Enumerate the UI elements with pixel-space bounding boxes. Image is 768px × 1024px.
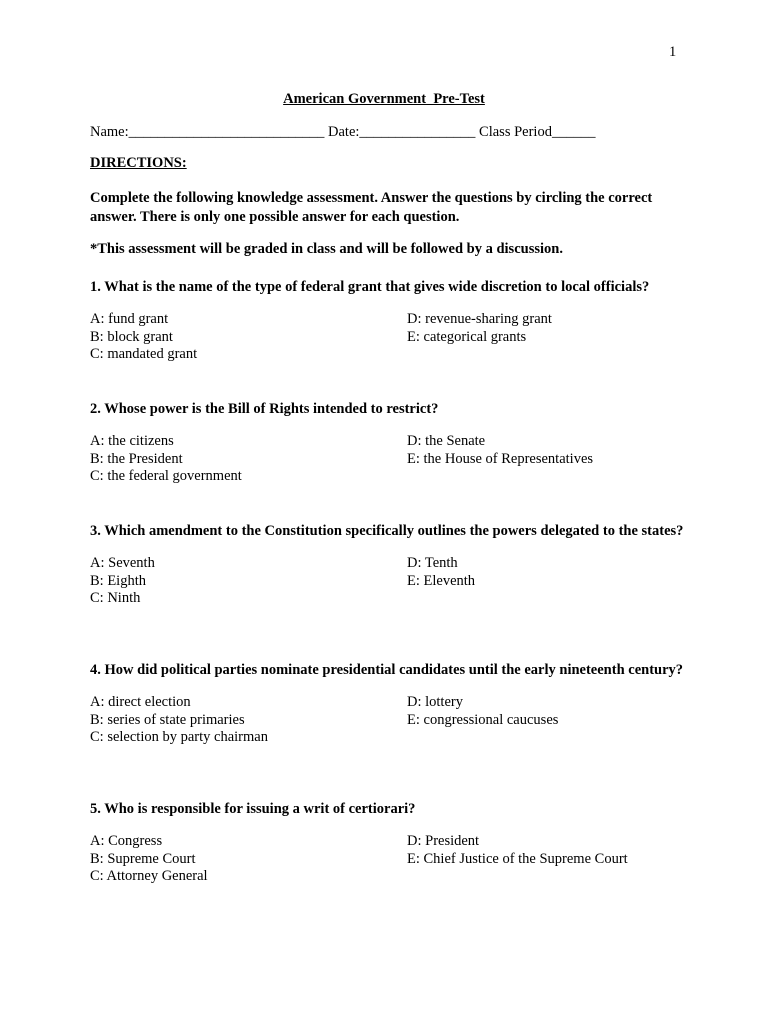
answer-option-b: B: Supreme Court <box>90 850 196 867</box>
answer-option-a: A: Congress <box>90 833 163 849</box>
answer-option-d: D: President <box>407 833 480 849</box>
answer-option-c: C: the federal government <box>90 468 242 484</box>
student-info-line: Name:___________________________ Date:________________ Class Period______ <box>90 124 596 140</box>
answer-option-e: E: Eleventh <box>407 572 476 589</box>
question-2 <box>90 400 690 484</box>
answer-column-left <box>90 311 390 364</box>
answer-option-a: A: direct election <box>90 694 191 710</box>
answer-column-right <box>407 833 707 868</box>
answer-column-left <box>90 555 390 608</box>
directions-heading: DIRECTIONS: <box>90 155 187 171</box>
answer-column-right <box>407 694 707 729</box>
answer-option-a: A: fund grant <box>90 311 169 327</box>
instructions-paragraph: Complete the following knowledge assessment. Answer the questions by circling the correct answer. There is only one possible answer for each question. <box>90 190 653 225</box>
grading-note: *This assessment will be graded in class and will be followed by a discussion. <box>90 241 563 257</box>
answer-option-b: B: block grant <box>90 328 173 345</box>
answer-option-b: B: the President <box>90 450 183 467</box>
question-text: 3. Which amendment to the Constitution specifically outlines the powers delegated to the states? <box>90 523 684 539</box>
answer-column-left <box>90 833 390 886</box>
question-text: 2. Whose power is the Bill of Rights intended to restrict? <box>90 401 439 417</box>
answer-option-c: C: mandated grant <box>90 346 198 362</box>
answer-option-d: D: the Senate <box>407 433 486 449</box>
answer-column-right <box>407 311 707 346</box>
question-4 <box>90 661 690 745</box>
page-number: 1 <box>669 44 677 60</box>
answer-option-e: E: the House of Representatives <box>407 450 594 467</box>
answer-option-d: D: Tenth <box>407 555 458 571</box>
answer-option-b: B: Eighth <box>90 572 146 589</box>
answer-option-a: A: the citizens <box>90 433 174 449</box>
answer-option-c: C: selection by party chairman <box>90 729 268 745</box>
answer-option-c: C: Attorney General <box>90 868 208 884</box>
question-3 <box>90 522 690 606</box>
answer-option-d: D: lottery <box>407 694 463 710</box>
answer-option-e: E: categorical grants <box>407 328 527 345</box>
answer-option-c: C: Ninth <box>90 590 141 606</box>
answer-option-e: E: Chief Justice of the Supreme Court <box>407 850 628 867</box>
question-5 <box>90 800 690 884</box>
answer-column-left <box>90 433 390 486</box>
answer-option-b: B: series of state primaries <box>90 711 245 728</box>
answer-column-right <box>407 555 707 590</box>
question-text: 4. How did political parties nominate presidential candidates until the early nineteenth century? <box>90 662 684 678</box>
question-1 <box>90 278 690 362</box>
answer-option-d: D: revenue-sharing grant <box>407 311 552 327</box>
answer-column-left <box>90 694 390 747</box>
question-text: 5. Who is responsible for issuing a writ of certiorari? <box>90 801 416 817</box>
answer-option-a: A: Seventh <box>90 555 155 571</box>
answer-column-right <box>407 433 707 468</box>
page-title: American Government Pre-Test <box>283 91 485 107</box>
answer-option-e: E: congressional caucuses <box>407 711 559 728</box>
question-text: 1. What is the name of the type of federal grant that gives wide discretion to local officials? <box>90 279 650 295</box>
